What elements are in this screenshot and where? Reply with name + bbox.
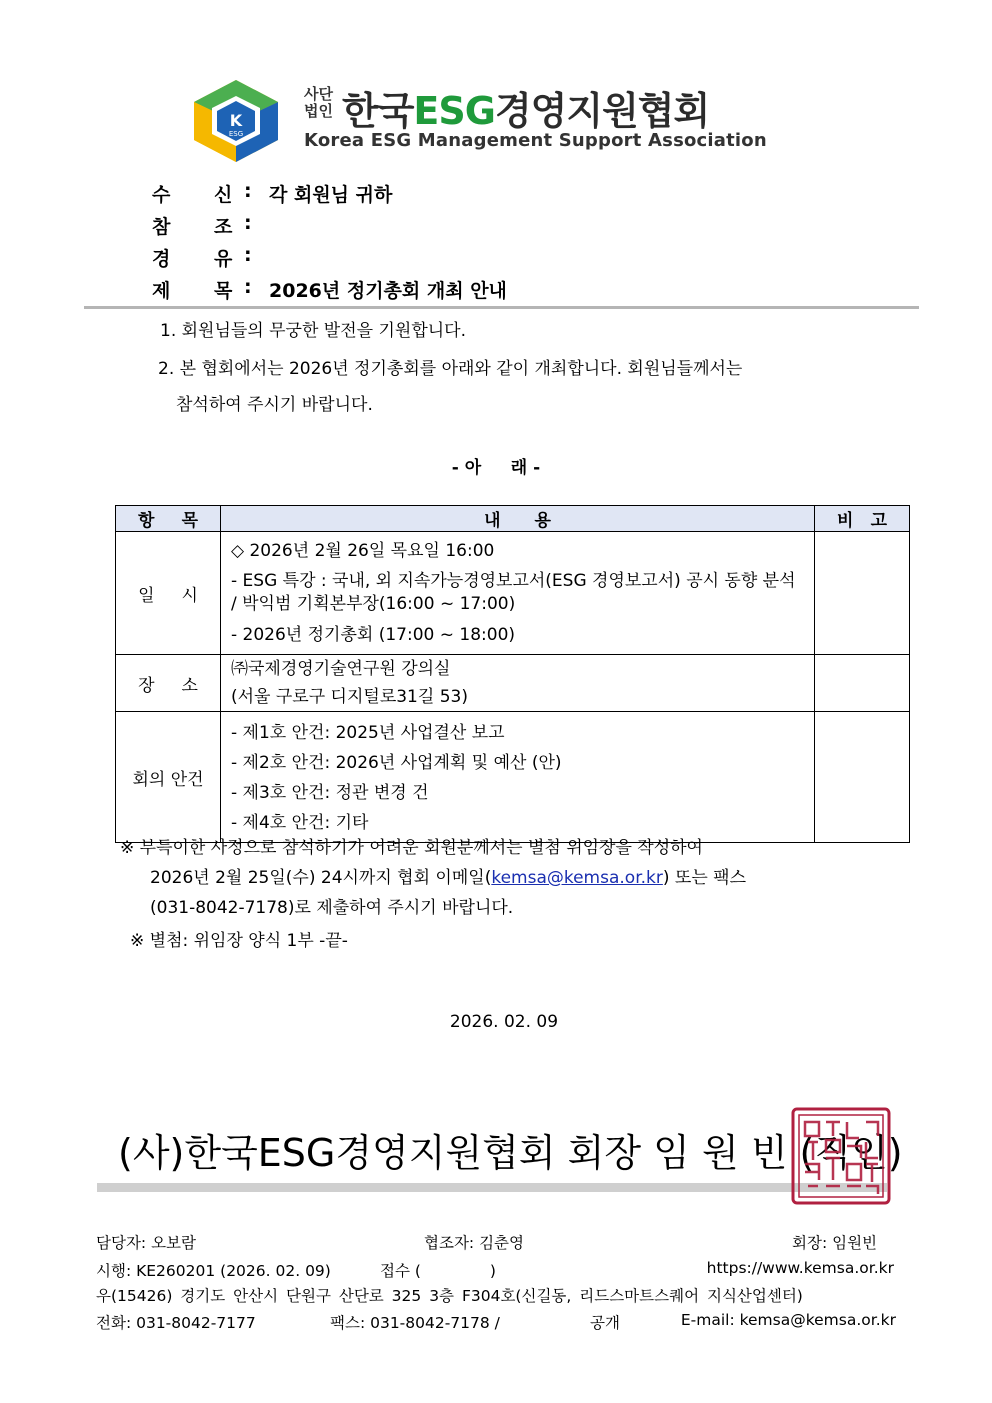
row-item-agenda: 회의 안건 [116,712,221,843]
footer-president: 회장: 임원빈 [792,1234,878,1252]
table-header-row [116,506,910,532]
below-heading: - 아 래 - [451,458,541,478]
row-content-venue: ㈜국제경영기술연구원 강의실 (서울 구로구 디지털로31길 53) [221,655,815,712]
table-row [116,532,910,655]
email-link[interactable]: kemsa@kemsa.or.kr [491,868,663,888]
row-remarks [815,712,910,843]
proxy-note-fax: (031-8042-7178)로 제출하여 주시기 바랍니다. [150,898,514,918]
footer-email[interactable]: E-mail: kemsa@kemsa.or.kr [680,1311,896,1329]
logo-subtitle: Korea ESG Management Support Association [304,130,767,151]
row-item-datetime: 일 시 [116,532,221,655]
footer-public: 공개 [590,1314,620,1332]
header-remarks: 비 고 [815,506,910,532]
greeting-paragraph: 1. 회원님들의 무궁한 발전을 기원합니다. [160,321,466,341]
footer-doc-number: 시행: KE260201 (2026. 02. 09) [96,1262,331,1280]
header-logo [190,78,770,168]
footer-phone: 전화: 031-8042-7177 [96,1314,256,1332]
logo-corporate-label: 사단 법인 [304,85,333,120]
header-item: 항 목 [116,506,221,532]
svg-text:ESG: ESG [228,130,244,138]
footer-manager: 담당자: 오보람 [96,1234,196,1252]
row-item-venue: 장 소 [116,655,221,712]
table-row [116,712,910,843]
svg-text:K: K [229,111,243,130]
sender-name: (사)한국ESG경영지원협회 회장 임 원 빈 (직인) [118,1131,903,1175]
proxy-note: ※ 부득이한 사정으로 참석하기가 어려운 회원분께서는 별첨 위임장을 작성하여 [120,838,703,858]
proxy-note-deadline: 2026년 2월 25일(수) 24시까지 협회 이메일(kemsa@kemsa.or.kr) 또는 팩스 [150,868,747,888]
row-content-agenda: - 제1호 안건: 2025년 사업결산 보고 - 제2호 안건: 2026년 사업계획 및 예산 (안) - 제3호 안건: 정관 변경 건 - 제4호 안건: 기타 [221,712,815,843]
row-content-datetime: ◇ 2026년 2월 26일 목요일 16:00 - ESG 특강 : 국내, 외 지속가능경영보고서(ESG 경영보고서) 공시 동향 분석 / 박익범 기획본부장(16:00 ~ 17:00) - 2026년 정기총회 (17:00 ~ 18:00) [221,532,815,655]
announcement-paragraph: 2. 본 협회에서는 2026년 정기총회를 아래와 같이 개최합니다. 회원님들께서는 [158,359,743,379]
footer-cooperator: 협조자: 김춘영 [424,1234,524,1252]
attachment-note: ※ 별첨: 위임장 양식 1부 -끝- [130,931,348,951]
agenda-table [115,505,910,843]
row-remarks [815,532,910,655]
table-row [116,655,910,712]
kemsa-logo-icon [190,78,282,164]
header-divider [84,306,919,309]
sender-underline [97,1183,887,1192]
header-content: 내 용 [221,506,815,532]
official-seal-icon [790,1106,892,1206]
footer-receipt: 접수 ( ) [380,1262,496,1280]
footer-fax: 팩스: 031-8042-7178 / [330,1314,500,1332]
issue-date: 2026. 02. 09 [449,1012,559,1032]
footer-website[interactable]: https://www.kemsa.or.kr [706,1259,894,1277]
logo-title: 한국ESG경영지원협회 [342,89,710,133]
footer-address: 우(15426) 경기도 안산시 단원구 산단로 325 3층 F304호(신길동, 리드스마트스퀘어 지식산업센터) [96,1287,803,1305]
row-remarks [815,655,910,712]
announcement-paragraph-cont: 참석하여 주시기 바랍니다. [176,395,373,415]
